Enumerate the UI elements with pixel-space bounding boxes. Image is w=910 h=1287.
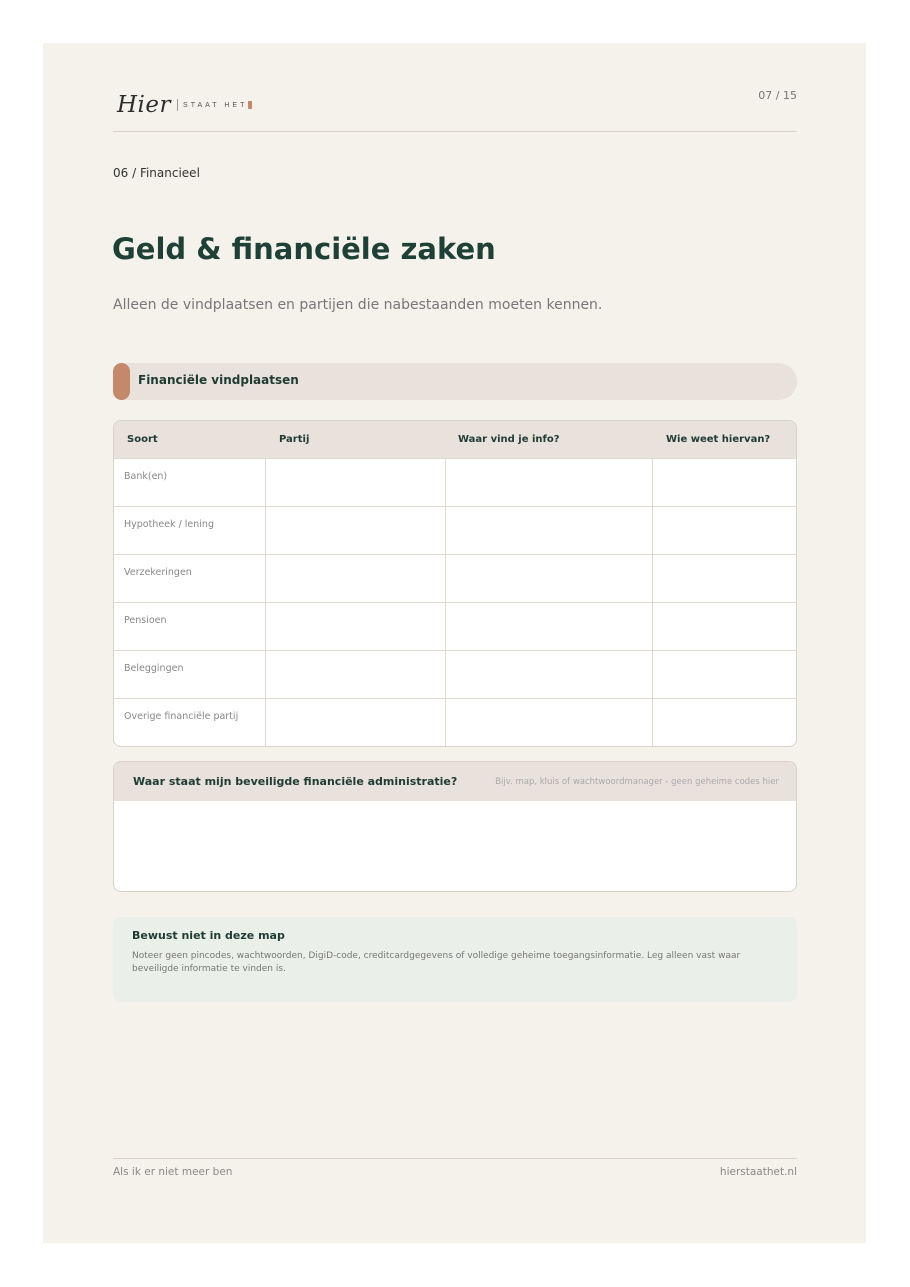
who-knows-field[interactable] [652,699,796,746]
administration-field[interactable] [114,801,796,891]
administration-header [114,762,796,801]
logo [117,92,252,118]
table-row [114,554,796,602]
bookmark-icon [248,101,252,109]
table-row [114,698,796,746]
section-title: Financiële vindplaatsen [138,373,299,387]
warning-note [113,917,797,1002]
administration-label: Waar staat mijn beveiligde financiële administratie? [133,775,458,788]
info-location-field[interactable] [445,699,652,746]
table-row [114,650,796,698]
logo-subtext: STAAT HET [183,101,248,109]
administration-hint: Bijv. map, kluis of wachtwoordmanager - geen geheime codes hier [495,776,779,787]
footer-title: Als ik er niet meer ben [113,1166,233,1178]
page-title: Geld & financiële zaken [112,232,496,266]
partij-field[interactable] [265,507,445,554]
table-row [114,602,796,650]
table-header [114,421,796,458]
breadcrumb: 06 / Financieel [113,166,200,180]
row-label: Hypotheek / lening [124,519,214,530]
partij-field[interactable] [265,459,445,506]
partij-field[interactable] [265,651,445,698]
section-header [113,363,797,400]
column-header-wie: Wie weet hiervan? [666,434,771,445]
row-label: Pensioen [124,615,167,626]
row-label: Beleggingen [124,663,184,674]
column-header-waar: Waar vind je info? [458,434,560,445]
row-label: Bank(en) [124,471,168,482]
partij-field[interactable] [265,555,445,602]
who-knows-field[interactable] [652,651,796,698]
who-knows-field[interactable] [652,459,796,506]
page-number: 07 / 15 [758,89,797,102]
page-subtitle: Alleen de vindplaatsen en partijen die nabestaanden moeten kennen. [113,297,603,313]
info-location-field[interactable] [445,651,652,698]
section-accent [113,363,130,400]
column-header-soort: Soort [127,434,158,445]
logo-divider [177,99,178,111]
administration-box [113,761,797,892]
table-row [114,506,796,554]
partij-field[interactable] [265,699,445,746]
financial-table [113,420,797,747]
header-divider [113,131,797,132]
row-label: Verzekeringen [124,567,192,578]
info-location-field[interactable] [445,507,652,554]
logo-script-text: Hier [117,92,172,118]
note-title: Bewust niet in deze map [132,929,285,942]
footer-website: hierstaathet.nl [719,1166,797,1178]
row-label: Overige financiële partij [124,711,239,722]
partij-field[interactable] [265,603,445,650]
info-location-field[interactable] [445,555,652,602]
table-row [114,458,796,506]
info-location-field[interactable] [445,459,652,506]
note-body: Noteer geen pincodes, wachtwoorden, DigiD-code, creditcardgegevens of volledige geheime toegangsinformatie. Leg alleen vast waar beveiligde informatie te vinden is. [132,951,741,974]
info-location-field[interactable] [445,603,652,650]
column-header-partij: Partij [279,434,310,445]
footer-divider [113,1158,797,1159]
who-knows-field[interactable] [652,507,796,554]
who-knows-field[interactable] [652,603,796,650]
who-knows-field[interactable] [652,555,796,602]
